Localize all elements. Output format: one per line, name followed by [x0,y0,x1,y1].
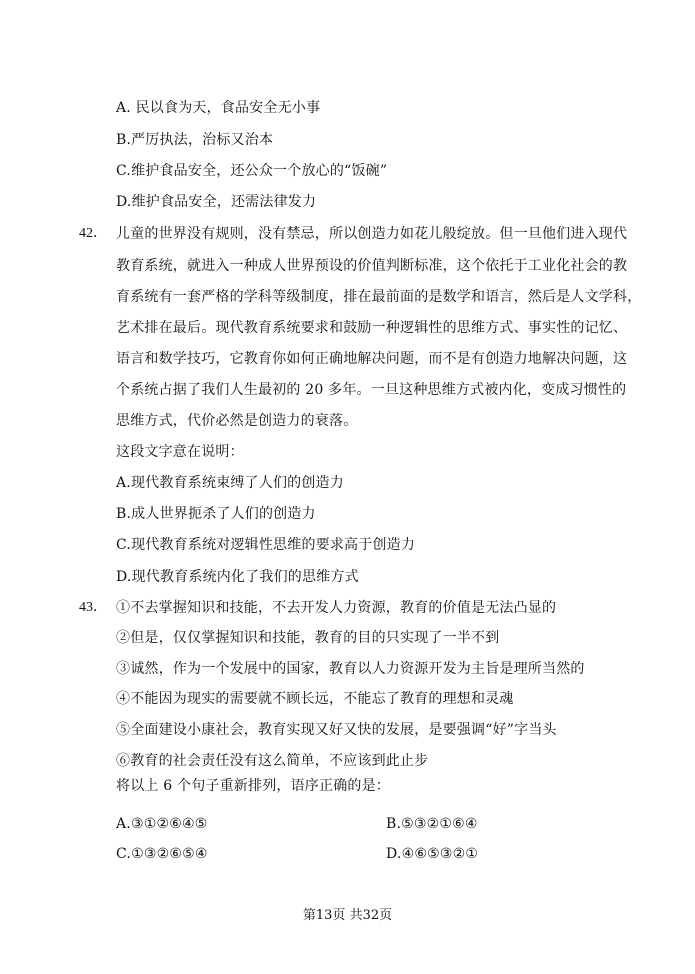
q43-sentence: ②但是，仅仅掌握知识和技能，教育的目的只实现了一半不到 [116,630,500,646]
q42-option-d: D.现代教育系统内化了我们的思维方式 [116,569,359,585]
q42-passage-line: 个系统占据了我们人生最初的 20 多年。一旦这种思维方式被内化，变成习惯性的 [116,382,627,398]
q43-sentence: ③诚然，作为一个发展中的国家，教育以人力资源开发为主旨是理所当然的 [116,661,585,677]
q42-option-b: B.成人世界扼杀了人们的创造力 [116,506,316,522]
q41-option-d: D.维护食品安全，还需法律发力 [116,194,317,210]
q42-passage-line: 思维方式，代价必然是创造力的衰落。 [116,413,358,429]
q43-sentence: ④不能因为现实的需要就不顾长远，不能忘了教育的理想和灵魂 [116,691,514,707]
q42-option-a: A.现代教育系统束缚了人们的创造力 [116,475,344,491]
q42-option-c: C.现代教育系统对逻辑性思维的要求高于创造力 [116,537,416,553]
q43-option-b: B.⑤③②①⑥④ [386,816,478,832]
q42-passage-line: 艺术排在最后。现代教育系统要求和鼓励一种逻辑性的思维方式、事实性的记忆、 [116,320,628,336]
q42-passage-line: 育系统有一套严格的学科等级制度，排在最前面的是数学和语言，然后是人文学科， [116,289,642,305]
q42-passage-line: 儿童的世界没有规则，没有禁忌，所以创造力如花儿般绽放。但一旦他们进入现代 [116,226,628,242]
q43-question: 将以上 6 个句子重新排列，语序正确的是： [116,778,391,794]
q43-option-d: D.④⑥⑤③②① [386,846,479,862]
q43-option-c: C.①③②⑥⑤④ [116,846,208,862]
q42-passage-line: 语言和数学技巧，它教育你如何正确地解决问题，而不是有创造力地解决问题，这 [116,351,628,367]
q41-option-c: C.维护食品安全，还公众一个放心的“饭碗” [116,163,388,179]
q41-option-b: B.严厉执法，治标又治本 [116,132,274,148]
q43-sentence: ⑥教育的社会责任没有这么简单，不应该到此止步 [116,753,429,769]
q42-number: 42． [79,226,107,241]
q43-sentence: ⑤全面建设小康社会，教育实现又好又快的发展，是要强调“好”字当头 [116,722,557,738]
q43-number: 43． [79,600,107,615]
q43-option-a: A.③①②⑥④⑤ [116,816,208,832]
q43-sentence: ①不去掌握知识和技能，不去开发人力资源，教育的价值是无法凸显的 [116,600,557,616]
q42-passage-line: 教育系统，就进入一种成人世界预设的价值判断标准，这个依托于工业化社会的教 [116,258,628,274]
page-number-footer: 第13页 共32页 [302,908,393,923]
q41-option-a: A. 民以食为天，食品安全无小事 [116,100,321,116]
q42-question: 这段文字意在说明： [116,444,244,460]
